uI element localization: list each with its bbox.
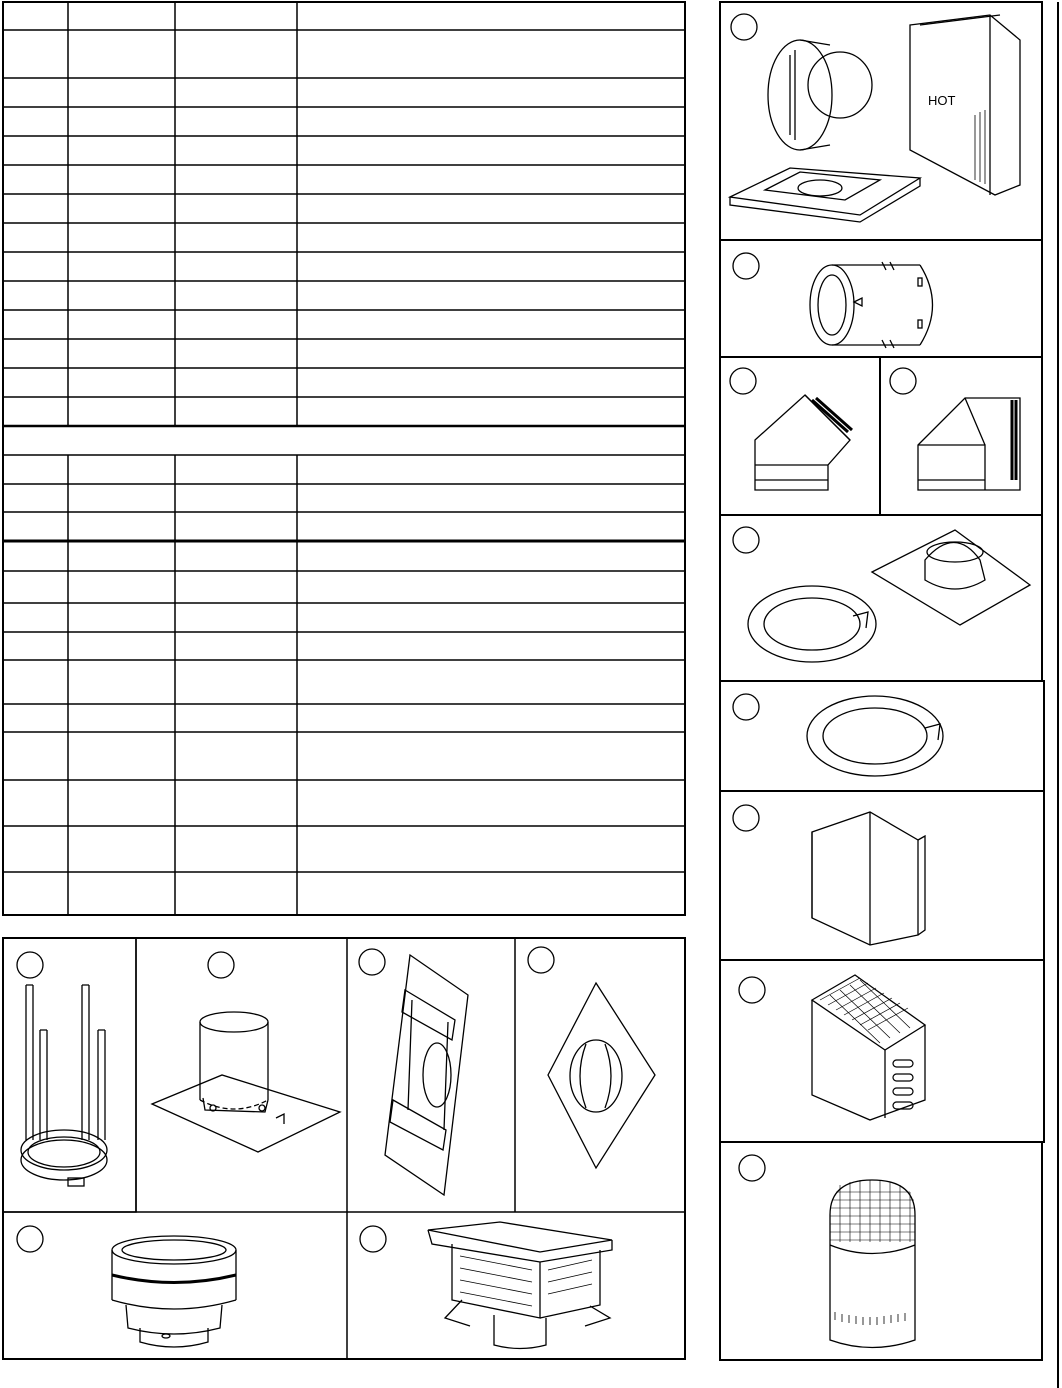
restrictor-strap-icon — [17, 952, 107, 1186]
trim-collar-icon — [733, 694, 943, 776]
right-illustration-grid — [720, 2, 1044, 1360]
table-grid-vertical — [68, 2, 297, 915]
table-grid-horizontal — [3, 30, 685, 872]
hot-label: HOT — [928, 93, 956, 108]
wall-firestop-plate-icon — [359, 949, 468, 1195]
left-illustration-grid — [3, 938, 685, 1359]
square-chimney-termination-cap-icon — [360, 1222, 612, 1349]
ceiling-support-box-icon — [152, 952, 340, 1152]
elbow-90-icon — [890, 368, 1020, 490]
horizontal-termination-kit-icon — [730, 14, 1020, 222]
snorkel-termination-icon — [739, 975, 925, 1120]
elbow-45-icon — [730, 368, 852, 490]
round-vertical-termination-cap-icon — [17, 1226, 236, 1347]
storm-collar-and-flashing-icon — [733, 527, 1030, 662]
parts-table — [3, 2, 685, 915]
pipe-section-icon — [733, 253, 933, 348]
heat-guard-cap-icon — [739, 1155, 915, 1348]
wall-shield-icon — [733, 805, 925, 945]
diamond-flange-plate-icon — [528, 947, 655, 1168]
